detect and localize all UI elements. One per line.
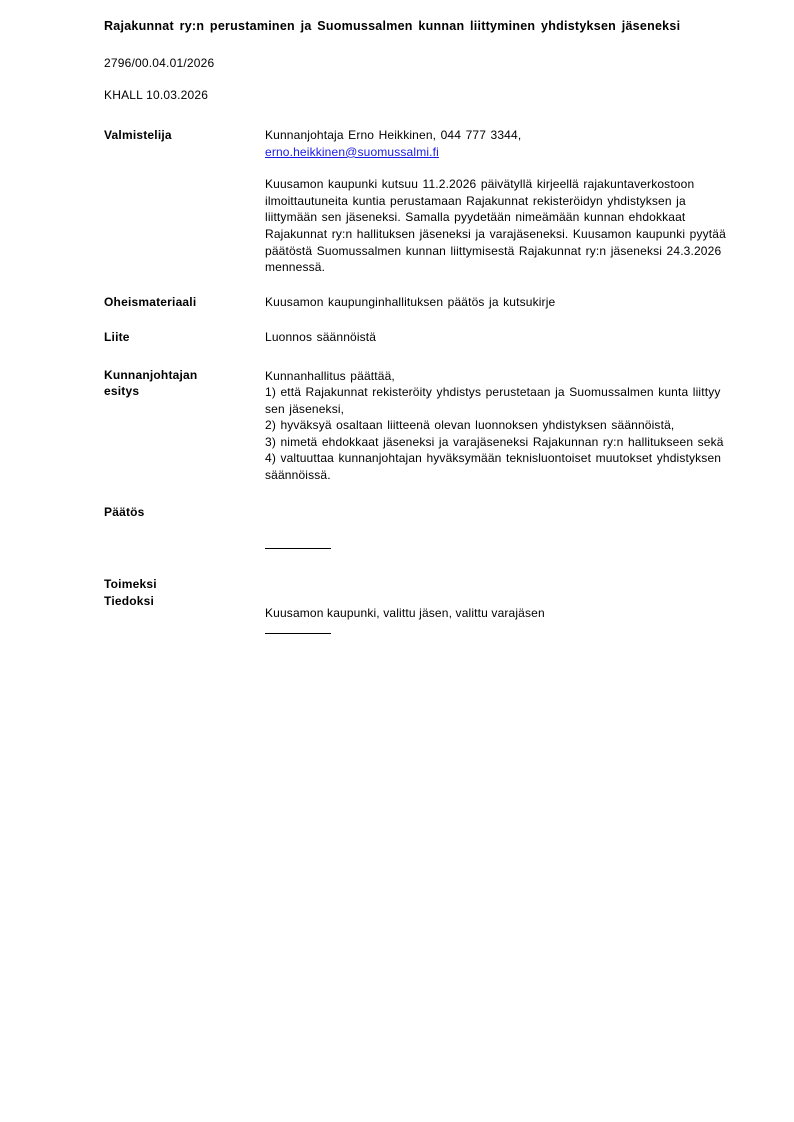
esitys-label-line1: Kunnanjohtajan — [104, 367, 198, 382]
section-toimeksi-tiedoksi — [104, 576, 738, 635]
page-title: Rajakunnat ry:n perustaminen ja Suomussalmen kunnan liittyminen yhdistyksen jäseneksi — [104, 19, 681, 33]
section-label-kunnanjohtajan-esitys — [104, 368, 265, 400]
document-body — [104, 127, 738, 634]
section-body-kunnanjohtajan-esitys — [265, 368, 738, 484]
section-body-toimeksi-tiedoksi — [265, 576, 738, 635]
esitys-item: 3) nimetä ehdokkaat jäseneksi ja varajäseneksi Rajakunnan ry:n hallitukseen sekä — [265, 434, 724, 449]
toimeksi-label: Toimeksi — [104, 576, 157, 591]
section-label-liite: Liite — [104, 330, 130, 345]
section-paatos — [104, 504, 738, 552]
liite-text: Luonnos säännöistä — [265, 330, 377, 345]
section-valmistelija — [104, 127, 738, 275]
case-number: 2796/00.04.01/2026 — [104, 55, 215, 70]
oheismateriaali-text: Kuusamon kaupunginhallituksen päätös ja kutsukirje — [265, 294, 556, 309]
section-label-valmistelija: Valmistelija — [104, 128, 172, 143]
section-label-oheismateriaali: Oheismateriaali — [104, 294, 197, 309]
preparer-email-link[interactable]: erno.heikkinen@suomussalmi.fi — [265, 144, 439, 159]
signature-line — [265, 633, 331, 634]
paatos-signature-area — [265, 548, 738, 549]
section-body-liite — [265, 329, 738, 346]
preparer-contact: Kunnanjohtaja Erno Heikkinen, 044 777 3344, — [265, 128, 522, 143]
esitys-label-line2: esitys — [104, 383, 140, 398]
meeting-reference: KHALL 10.03.2026 — [104, 88, 209, 103]
section-body-valmistelija — [265, 127, 738, 275]
section-body-oheismateriaali — [265, 294, 738, 311]
signature-line — [265, 548, 331, 549]
section-oheismateriaali — [104, 294, 738, 311]
esitys-item: 2) hyväksyä osaltaan liitteenä olevan luonnoksen yhdistyksen säännöistä, — [265, 418, 675, 433]
section-label-paatos: Päätös — [104, 504, 145, 519]
esitys-intro: Kunnanhallitus päättää, — [265, 368, 395, 383]
valmistelija-paragraph: Kuusamon kaupunki kutsuu 11.2.2026 päivätyllä kirjeellä rajakuntaverkostoon ilmoittautuneita kuntia perustamaan Rajakunnat rekisteröidyn yhdistyksen ja liittymään sen jäseneksi. Samalla pyydetään nimeämään kunnan ehdokkaat Rajakunnat ry:n hallituksen jäseneksi ja varajäseneksi. Kuusamon kaupunki pyytää päätöstä Suomussalmen kunnan liittymisestä Rajakunnat ry:n jäseneksi 24.3.2026 mennessä. — [265, 177, 726, 275]
section-kunnanjohtajan-esitys — [104, 368, 738, 484]
section-label-toimeksi-tiedoksi — [104, 576, 265, 611]
tiedoksi-text: Kuusamon kaupunki, valittu jäsen, valittu varajäsen — [265, 605, 545, 620]
section-liite — [104, 329, 738, 346]
tiedoksi-label: Tiedoksi — [104, 593, 155, 608]
esitys-item: 1) että Rajakunnat rekisteröity yhdistys perustetaan ja Suomussalmen kunta liittyy sen jäseneksi, — [265, 385, 721, 416]
esitys-item: 4) valtuuttaa kunnanjohtajan hyväksymään teknisluontoiset muutokset yhdistyksen säännöissä. — [265, 451, 722, 482]
section-body-paatos — [265, 504, 738, 552]
tiedoksi-signature-area — [265, 633, 738, 634]
